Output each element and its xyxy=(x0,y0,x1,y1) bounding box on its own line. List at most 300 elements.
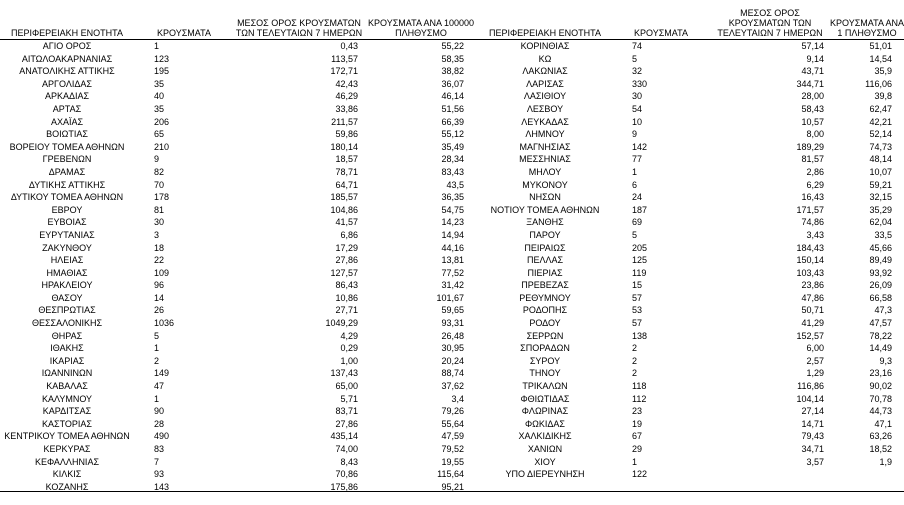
per100k-value: 62,04 xyxy=(869,217,892,228)
region-name: ΤΗΝΟΥ xyxy=(529,368,561,379)
region-name: ΣΕΡΡΩΝ xyxy=(526,330,564,341)
cases-count: 67 xyxy=(632,431,643,442)
avg7-value: 33,86 xyxy=(335,103,358,114)
cases-count: 57 xyxy=(632,292,643,303)
per100k-value: 77,52 xyxy=(441,267,464,278)
region-name: ΛΑΡΙΣΑΣ xyxy=(526,78,564,89)
table-row xyxy=(478,179,904,192)
cases-count: 9 xyxy=(154,154,160,165)
per100k-value: 52,14 xyxy=(869,129,892,140)
region-name: ΕΥΒΟΙΑΣ xyxy=(47,217,87,228)
region-name: ΦΘΙΩΤΙΔΑΣ xyxy=(520,393,570,404)
cases-count: 35 xyxy=(154,78,165,89)
per100k-value: 51,56 xyxy=(441,103,464,114)
avg7-value: 189,29 xyxy=(796,141,824,152)
table-row xyxy=(0,153,478,166)
region-name: ΛΕΥΚΑΔΑΣ xyxy=(521,116,569,127)
per100k-value: 38,82 xyxy=(441,66,464,77)
region-name: ΜΗΛΟΥ xyxy=(528,166,562,177)
cases-count: 118 xyxy=(632,381,647,392)
per100k-value: 28,34 xyxy=(441,154,464,165)
per100k-value: 30,95 xyxy=(441,343,464,354)
table-row xyxy=(478,267,904,280)
cases-count: 53 xyxy=(632,305,643,316)
per100k-value: 37,62 xyxy=(441,381,464,392)
table-row xyxy=(0,279,478,292)
table-row xyxy=(0,53,478,66)
cases-count: 5 xyxy=(632,229,638,240)
per100k-value: 66,58 xyxy=(869,292,892,303)
cases-count: 23 xyxy=(632,406,643,417)
table-row xyxy=(478,380,904,393)
per100k-value: 19,55 xyxy=(441,456,464,467)
avg7-value: 70,86 xyxy=(335,469,358,480)
region-name: ΚΩ xyxy=(538,53,552,64)
cases-count: 138 xyxy=(632,330,648,341)
cases-count: 28 xyxy=(154,418,165,429)
region-name: ΦΛΩΡΙΝΑΣ xyxy=(521,406,569,417)
avg7-value: 211,57 xyxy=(331,116,358,127)
cases-count: 93 xyxy=(154,469,165,480)
region-name: ΚΑΛΥΜΝΟΥ xyxy=(41,393,93,404)
avg7-value: 41,57 xyxy=(335,217,358,228)
table-bottom-border xyxy=(0,491,904,492)
cases-count: 2 xyxy=(632,368,638,379)
avg7-value: 8,00 xyxy=(806,129,824,140)
region-name: ΥΠΟ ΔΙΕΡΕΥΝΗΣΗ xyxy=(505,469,585,480)
cases-count: 6 xyxy=(632,179,638,190)
table-row xyxy=(0,317,478,330)
per100k-value: 48,14 xyxy=(869,154,892,165)
per100k-value: 9,3 xyxy=(879,355,892,366)
table-row xyxy=(0,418,478,431)
per100k-value: 51,01 xyxy=(869,41,892,51)
avg7-value: 152,57 xyxy=(796,330,824,341)
region-name: ΔΥΤΙΚΗΣ ΑΤΤΙΚΗΣ xyxy=(28,179,106,190)
cases-count: 57 xyxy=(632,318,643,329)
region-name: ΜΕΣΣΗΝΙΑΣ xyxy=(519,154,571,165)
cases-count: 24 xyxy=(632,192,643,203)
cases-count: 83 xyxy=(154,444,165,454)
region-name: ΝΗΣΩΝ xyxy=(529,192,561,203)
per100k-value: 44,73 xyxy=(869,406,892,417)
per100k-value: 23,16 xyxy=(869,368,892,379)
avg7-value: 78,71 xyxy=(335,166,358,177)
table-row xyxy=(478,443,904,456)
region-name: ΚΕΡΚΥΡΑΣ xyxy=(43,444,91,454)
region-name: ΚΟΖΑΝΗΣ xyxy=(45,481,89,492)
cases-count: 205 xyxy=(632,242,648,253)
cases-count: 490 xyxy=(154,431,170,442)
table-row xyxy=(478,418,904,431)
avg7-value: 41,29 xyxy=(801,318,824,329)
cases-count: 149 xyxy=(154,368,170,379)
per100k-value: 1,9 xyxy=(879,456,892,467)
avg7-value: 86,43 xyxy=(335,280,358,291)
region-name: ΗΡΑΚΛΕΙΟΥ xyxy=(41,280,93,291)
table-row xyxy=(0,166,478,179)
region-name: ΧΑΛΚΙΔΙΚΗΣ xyxy=(518,431,572,442)
table-row xyxy=(478,204,904,217)
avg7-value: 6,86 xyxy=(340,229,358,240)
avg7-value: 1,00 xyxy=(340,355,358,366)
region-name: ΚΑΡΔΙΤΣΑΣ xyxy=(42,406,92,417)
table-row xyxy=(478,342,904,355)
per100k-value: 14,54 xyxy=(869,53,892,64)
avg7-value: 28,00 xyxy=(801,91,824,102)
region-name: ΠΕΙΡΑΙΩΣ xyxy=(524,242,566,253)
table-row xyxy=(0,254,478,267)
avg7-value: 171,57 xyxy=(796,204,824,215)
per100k-value: 59,21 xyxy=(869,179,892,190)
avg7-value: 150,14 xyxy=(796,255,824,266)
region-name: ΙΩΑΝΝΙΝΩΝ xyxy=(41,368,93,379)
per100k-value: 95,21 xyxy=(441,481,464,492)
region-name: ΚΙΛΚΙΣ xyxy=(52,469,82,480)
cases-count: 206 xyxy=(154,116,170,127)
avg7-value: 65,00 xyxy=(335,381,358,392)
region-name: ΠΕΛΛΑΣ xyxy=(526,255,564,266)
per100k-value: 36,07 xyxy=(441,78,464,89)
region-name: ΠΡΕΒΕΖΑΣ xyxy=(521,280,569,291)
avg7-value: 83,71 xyxy=(335,406,358,417)
cases-count: 1 xyxy=(632,456,638,467)
avg7-value: 47,86 xyxy=(801,292,824,303)
avg7-value: 18,57 xyxy=(335,154,358,165)
per100k-value: 39,8 xyxy=(874,91,892,102)
cases-count: 123 xyxy=(154,53,170,64)
cases-count: 10 xyxy=(632,116,643,127)
cases-count: 7 xyxy=(154,456,160,467)
avg7-value: 0,43 xyxy=(340,41,358,51)
avg7-value: 180,14 xyxy=(330,141,358,152)
cases-count: 32 xyxy=(632,66,643,77)
table-row xyxy=(478,103,904,116)
avg7-value: 74,86 xyxy=(801,217,824,228)
region-name: ΡΕΘΥΜΝΟΥ xyxy=(519,292,571,303)
header-region: ΠΕΡΙΦΕΡΕΙΑΚΗ ΕΝΟΤΗΤΑ xyxy=(478,0,612,40)
per100k-value: 101,67 xyxy=(436,292,464,303)
table-row xyxy=(0,330,478,343)
table-row xyxy=(0,216,478,229)
per100k-value: 14,23 xyxy=(441,217,464,228)
avg7-value: 3,57 xyxy=(806,456,824,467)
cases-count: 195 xyxy=(154,66,170,77)
region-name: ΜΥΚΟΝΟΥ xyxy=(522,179,568,190)
table-row xyxy=(0,65,478,78)
avg7-value: 27,14 xyxy=(801,406,824,417)
region-name: ΤΡΙΚΑΛΩΝ xyxy=(522,381,568,392)
region-name: ΚΕΦΑΛΛΗΝΙΑΣ xyxy=(34,456,100,467)
table-row xyxy=(0,393,478,406)
per100k-value: 13,81 xyxy=(441,255,464,266)
table-row xyxy=(478,90,904,103)
cases-count: 1036 xyxy=(154,318,175,329)
region-name: ΑΙΤΩΛΟΑΚΑΡΝΑΝΙΑΣ xyxy=(21,53,113,64)
avg7-value: 116,86 xyxy=(797,381,824,392)
header-avg7: ΜΕΣΟΣ ΟΡΟΣ ΚΡΟΥΣΜΑΤΩΝ ΤΩΝ ΤΕΛΕΥΤΑΙΩΝ 7 ΗΜΕΡΩΝ xyxy=(234,0,364,40)
region-name: ΣΥΡΟΥ xyxy=(529,355,561,366)
avg7-value: 172,71 xyxy=(330,66,358,77)
region-name: ΑΡΤΑΣ xyxy=(52,103,82,114)
table-row xyxy=(0,292,478,305)
header-per100k: ΚΡΟΥΣΜΑΤΑ ΑΝΑ 100000 ΠΛΗΘΥΣΜΟ xyxy=(364,0,478,40)
region-name: ΓΡΕΒΕΝΩΝ xyxy=(42,154,92,165)
per100k-value: 47,57 xyxy=(869,318,892,329)
per100k-value: 10,07 xyxy=(869,166,892,177)
per100k-value: 36,35 xyxy=(441,192,464,203)
table-row xyxy=(0,40,478,53)
avg7-value: 184,43 xyxy=(796,242,824,253)
cases-count: 143 xyxy=(154,481,170,492)
per100k-value: 79,52 xyxy=(441,444,464,454)
avg7-value: 10,57 xyxy=(801,116,824,127)
table-row xyxy=(478,430,904,443)
header-cases: ΚΡΟΥΣΜΑΤΑ xyxy=(134,0,234,40)
cases-count: 210 xyxy=(154,141,170,152)
per100k-value: 35,29 xyxy=(869,204,892,215)
per100k-value: 44,16 xyxy=(441,242,464,253)
region-name: ΖΑΚΥΝΘΟΥ xyxy=(42,242,92,253)
avg7-value: 344,71 xyxy=(796,78,824,89)
region-name: ΚΕΝΤΡΙΚΟΥ ΤΟΜΕΑ ΑΘΗΝΩΝ xyxy=(4,431,130,442)
table-row xyxy=(478,53,904,66)
per100k-value: 42,21 xyxy=(869,116,892,127)
table-row xyxy=(478,65,904,78)
left-header-row xyxy=(0,0,478,40)
region-name: ΒΟΡΕΙΟΥ ΤΟΜΕΑ ΑΘΗΝΩΝ xyxy=(9,141,125,152)
cases-count: 40 xyxy=(154,91,165,102)
avg7-value: 104,86 xyxy=(330,204,358,215)
cases-count: 81 xyxy=(154,204,165,215)
region-name: ΞΑΝΘΗΣ xyxy=(526,217,564,228)
per100k-value: 62,47 xyxy=(869,103,892,114)
per100k-value: 79,26 xyxy=(441,406,464,417)
table-row xyxy=(0,242,478,255)
table-row xyxy=(478,78,904,91)
cases-count: 9 xyxy=(632,129,638,140)
cases-count: 77 xyxy=(632,154,643,165)
avg7-value: 1049,29 xyxy=(325,318,358,329)
region-name: ΠΑΡΟΥ xyxy=(529,229,561,240)
region-name: ΚΑΣΤΟΡΙΑΣ xyxy=(42,418,92,429)
table-row xyxy=(478,242,904,255)
cases-count: 109 xyxy=(154,267,170,278)
table-row xyxy=(0,90,478,103)
cases-count: 82 xyxy=(154,166,165,177)
region-name: ΕΥΡΥΤΑΝΙΑΣ xyxy=(39,229,95,240)
table-row xyxy=(478,229,904,242)
left-table-body xyxy=(0,40,478,494)
table-row xyxy=(0,456,478,469)
region-name: ΧΑΝΙΩΝ xyxy=(527,444,563,454)
table-row xyxy=(478,216,904,229)
avg7-value: 74,00 xyxy=(335,444,358,454)
header-region: ΠΕΡΙΦΕΡΕΙΑΚΗ ΕΝΟΤΗΤΑ xyxy=(0,0,134,40)
per100k-value: 93,92 xyxy=(869,267,892,278)
region-name: ΕΒΡΟΥ xyxy=(51,204,83,215)
avg7-value: 185,57 xyxy=(330,192,358,203)
per100k-value: 59,65 xyxy=(441,305,464,316)
region-name: ΔΥΤΙΚΟΥ ΤΟΜΕΑ ΑΘΗΝΩΝ xyxy=(10,192,124,203)
avg7-value: 104,14 xyxy=(796,393,824,404)
cases-count: 1 xyxy=(632,166,638,177)
table-row xyxy=(478,456,904,469)
region-name: ΛΕΣΒΟΥ xyxy=(526,103,564,114)
per100k-value: 3,4 xyxy=(451,393,464,404)
avg7-value: 46,29 xyxy=(335,91,358,102)
table-row xyxy=(478,153,904,166)
region-name: ΡΟΔΟΥ xyxy=(529,318,561,329)
table-row xyxy=(0,141,478,154)
region-name: ΠΙΕΡΙΑΣ xyxy=(527,267,563,278)
table-row xyxy=(0,443,478,456)
per100k-value: 55,22 xyxy=(441,41,464,51)
cases-count: 5 xyxy=(632,53,638,64)
cases-count: 1 xyxy=(154,393,160,404)
region-name: ΒΟΙΩΤΙΑΣ xyxy=(46,129,88,140)
right-cases-table xyxy=(478,0,904,481)
right-table-panel xyxy=(478,0,904,481)
avg7-value: 0,29 xyxy=(340,343,358,354)
avg7-value: 127,57 xyxy=(330,267,358,278)
region-name: ΚΑΒΑΛΑΣ xyxy=(46,381,88,392)
cases-count: 54 xyxy=(632,103,643,114)
cases-count: 18 xyxy=(154,242,165,253)
avg7-value: 42,43 xyxy=(335,78,358,89)
avg7-value: 10,86 xyxy=(335,292,358,303)
per100k-value: 47,3 xyxy=(874,305,892,316)
per100k-value: 47,59 xyxy=(441,431,464,442)
cases-count: 19 xyxy=(632,418,643,429)
region-name: ΙΚΑΡΙΑΣ xyxy=(49,355,85,366)
per100k-value: 14,49 xyxy=(869,343,892,354)
region-name: ΑΓΙΟ ΟΡΟΣ xyxy=(42,41,92,51)
per100k-value: 32,15 xyxy=(869,192,892,203)
region-name: ΛΑΚΩΝΙΑΣ xyxy=(522,66,568,77)
region-name: ΑΧΑΪΑΣ xyxy=(50,116,84,127)
avg7-value: 50,71 xyxy=(801,305,824,316)
per100k-value: 26,48 xyxy=(441,330,464,341)
region-name: ΘΗΡΑΣ xyxy=(51,330,83,341)
region-name: ΗΜΑΘΙΑΣ xyxy=(46,267,88,278)
region-name: ΧΙΟΥ xyxy=(534,456,556,467)
avg7-value: 175,86 xyxy=(330,481,358,492)
region-name: ΑΡΚΑΔΙΑΣ xyxy=(44,91,90,102)
avg7-value: 2,57 xyxy=(806,355,824,366)
cases-count: 47 xyxy=(154,381,165,392)
avg7-value: 27,71 xyxy=(335,305,358,316)
per100k-value: 45,66 xyxy=(869,242,892,253)
per100k-value: 116,06 xyxy=(865,78,892,89)
per100k-value: 26,09 xyxy=(869,280,892,291)
per100k-value xyxy=(830,468,904,481)
cases-count: 14 xyxy=(154,292,165,303)
table-row xyxy=(0,229,478,242)
table-row xyxy=(478,317,904,330)
cases-count: 74 xyxy=(632,41,643,51)
avg7-value: 6,29 xyxy=(806,179,824,190)
table-row xyxy=(478,191,904,204)
table-row xyxy=(478,166,904,179)
per100k-value: 14,94 xyxy=(441,229,464,240)
cases-count: 330 xyxy=(632,78,648,89)
table-row xyxy=(478,40,904,53)
cases-count: 30 xyxy=(154,217,165,228)
table-row xyxy=(478,355,904,368)
per100k-value: 89,49 xyxy=(869,255,892,266)
per100k-value: 20,24 xyxy=(441,355,464,366)
avg7-value: 103,43 xyxy=(796,267,824,278)
per100k-value: 47,1 xyxy=(874,418,892,429)
avg7-value: 3,43 xyxy=(806,229,824,240)
region-name: ΘΑΣΟΥ xyxy=(51,292,83,303)
cases-count: 5 xyxy=(154,330,160,341)
right-table-body xyxy=(478,40,904,481)
header-cases: ΚΡΟΥΣΜΑΤΑ xyxy=(612,0,710,40)
cases-count: 1 xyxy=(154,343,160,354)
table-row xyxy=(0,103,478,116)
region-name: ΘΕΣΣΑΛΟΝΙΚΗΣ xyxy=(31,318,103,329)
table-row xyxy=(478,128,904,141)
cases-count: 122 xyxy=(632,469,648,480)
per100k-value: 78,22 xyxy=(869,330,892,341)
table-row xyxy=(0,204,478,217)
per100k-value: 115,64 xyxy=(437,469,464,480)
avg7-value: 6,00 xyxy=(806,343,824,354)
avg7-value: 64,71 xyxy=(335,179,358,190)
table-row xyxy=(0,78,478,91)
per100k-value: 66,39 xyxy=(441,116,464,127)
table-row xyxy=(0,380,478,393)
per100k-value: 35,9 xyxy=(874,66,892,77)
avg7-value: 113,57 xyxy=(331,53,358,64)
table-row xyxy=(478,393,904,406)
table-row xyxy=(478,330,904,343)
table-row xyxy=(0,116,478,129)
cases-count: 96 xyxy=(154,280,165,291)
region-name: ΣΠΟΡΑΔΩΝ xyxy=(520,343,570,354)
cases-count: 35 xyxy=(154,103,165,114)
cases-count: 15 xyxy=(632,280,643,291)
cases-count: 142 xyxy=(632,141,648,152)
table-row xyxy=(0,468,478,481)
per100k-value: 93,31 xyxy=(441,318,464,329)
table-row xyxy=(478,116,904,129)
avg7-value: 17,29 xyxy=(335,242,358,253)
table-row xyxy=(0,191,478,204)
table-row xyxy=(0,342,478,355)
avg7-value: 58,43 xyxy=(801,103,824,114)
avg7-value: 2,86 xyxy=(806,166,824,177)
cases-count: 125 xyxy=(632,255,648,266)
avg7-value: 27,86 xyxy=(335,418,358,429)
cases-count: 1 xyxy=(154,41,160,51)
avg7-value: 4,29 xyxy=(340,330,358,341)
cases-count: 119 xyxy=(632,267,647,278)
avg7-value: 8,43 xyxy=(340,456,358,467)
table-row xyxy=(0,430,478,443)
region-name: ΛΗΜΝΟΥ xyxy=(525,129,565,140)
table-row xyxy=(478,367,904,380)
table-row xyxy=(0,179,478,192)
region-name: ΗΛΕΙΑΣ xyxy=(50,255,84,266)
region-name: ΜΑΓΝΗΣΙΑΣ xyxy=(519,141,571,152)
cases-count: 2 xyxy=(632,355,638,366)
per100k-value: 46,14 xyxy=(441,91,464,102)
per100k-value: 54,75 xyxy=(441,204,464,215)
table-row xyxy=(0,355,478,368)
